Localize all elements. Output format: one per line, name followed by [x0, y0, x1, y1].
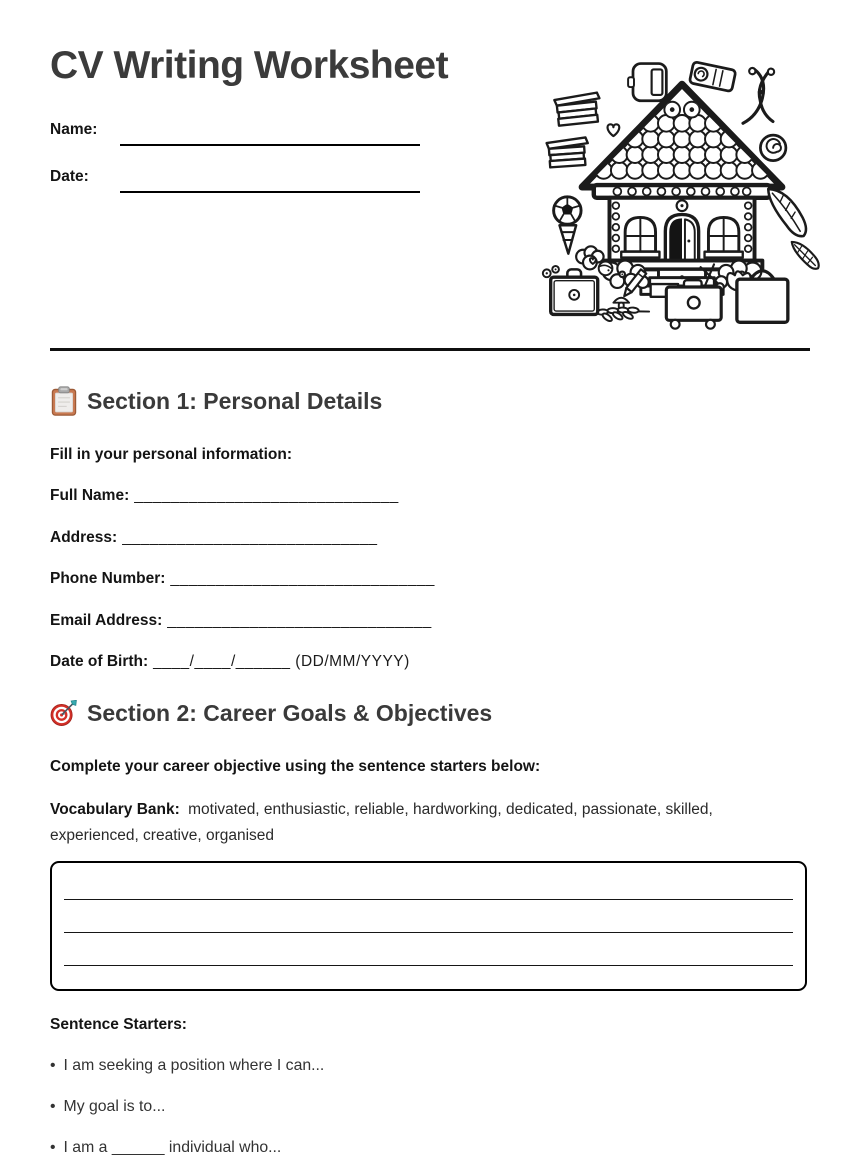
field-row-address — [50, 529, 378, 547]
date-fill-line[interactable] — [120, 191, 420, 193]
career-objective-writing-box[interactable] — [50, 861, 807, 991]
section1-intro: Fill in your personal information: — [50, 446, 292, 463]
field-row-full-name — [50, 487, 399, 505]
section2-title: Section 2: Career Goals & Objectives — [87, 699, 493, 726]
name-label: Name: — [50, 121, 98, 138]
writing-line-1[interactable] — [64, 899, 793, 900]
section1-heading — [50, 386, 382, 416]
name-fill-line[interactable] — [120, 144, 420, 146]
sentence-starters-label: Sentence Starters: — [50, 1016, 187, 1033]
sentence-starter-1 — [50, 1057, 324, 1075]
writing-line-2[interactable] — [64, 932, 793, 933]
full-name-blank[interactable]: _____________________________ — [134, 487, 399, 504]
sentence-starter-1-text: I am seeking a position where I can... — [63, 1057, 325, 1074]
dart-target-icon — [50, 698, 77, 728]
email-address-blank[interactable]: _____________________________ — [167, 612, 432, 629]
section-divider — [50, 348, 810, 351]
page-title: CV Writing Worksheet — [50, 44, 449, 87]
field-row-email-address — [50, 612, 432, 630]
address-blank[interactable]: ____________________________ — [122, 529, 378, 546]
bullet-icon: • — [50, 1139, 56, 1156]
vocabulary-bank-label: Vocabulary Bank: — [50, 801, 180, 818]
full-name-label: Full Name: — [50, 487, 130, 504]
section1-title: Section 1: Personal Details — [87, 387, 383, 414]
sentence-starter-3-text: I am a ______ individual who... — [63, 1139, 282, 1156]
address-label: Address: — [50, 529, 118, 546]
house-doodle-svg — [534, 42, 830, 336]
sentence-starter-3 — [50, 1139, 281, 1157]
bullet-icon: • — [50, 1057, 56, 1074]
field-row-date-of-birth — [50, 653, 410, 671]
house-doodle-illustration — [534, 42, 830, 336]
clipboard-icon — [50, 386, 77, 416]
field-row-phone-number — [50, 570, 435, 588]
bullet-icon: • — [50, 1098, 56, 1115]
email-address-label: Email Address: — [50, 612, 163, 629]
vocabulary-bank-words: motivated, enthusiastic, reliable, hardworking, dedicated, passionate, skilled, experienced, creative, organised — [50, 801, 713, 844]
sentence-starter-2 — [50, 1098, 165, 1116]
phone-number-label: Phone Number: — [50, 570, 166, 587]
section2-heading — [50, 698, 492, 728]
vocabulary-bank — [50, 797, 760, 849]
date-of-birth-label: Date of Birth: — [50, 653, 149, 670]
phone-number-blank[interactable]: _____________________________ — [170, 570, 435, 587]
section2-intro: Complete your career objective using the sentence starters below: — [50, 758, 541, 775]
sentence-starter-2-text: My goal is to... — [63, 1098, 166, 1115]
writing-line-3[interactable] — [64, 965, 793, 966]
date-of-birth-blank[interactable]: ____/____/______ (DD/MM/YYYY) — [153, 653, 410, 670]
date-label: Date: — [50, 168, 89, 185]
